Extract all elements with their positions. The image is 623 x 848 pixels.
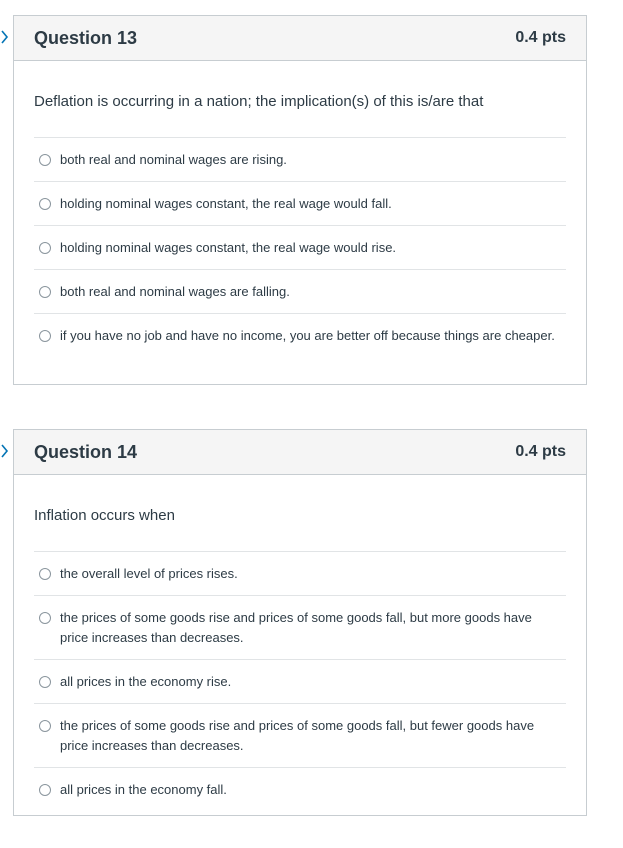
question-title: Question 14 [34,441,138,462]
question-title: Question 13 [34,27,138,48]
answer-list [34,552,566,811]
answer-option[interactable] [34,314,566,357]
answer-option[interactable] [34,270,566,314]
answer-label[interactable]: if you have no job and have no income, you are better off because things are cheaper. [60,328,555,343]
answer-label[interactable]: holding nominal wages constant, the real wage would rise. [60,240,397,255]
flag-question-icon[interactable] [1,444,9,458]
radio-button[interactable] [39,286,51,298]
question-header [14,16,586,61]
answer-option[interactable] [34,660,566,704]
answer-option[interactable] [34,138,566,182]
question-header [14,430,586,475]
radio-button[interactable] [39,784,51,796]
radio-button[interactable] [39,568,51,580]
answer-label[interactable]: both real and nominal wages are rising. [60,152,287,167]
radio-button[interactable] [39,198,51,210]
answer-label[interactable]: all prices in the economy rise. [60,674,232,689]
question-points: 0.4 pts [515,443,566,460]
answer-label[interactable]: all prices in the economy fall. [60,782,227,797]
answer-label[interactable]: holding nominal wages constant, the real wage would fall. [60,196,392,211]
answer-option[interactable] [34,182,566,226]
answer-option[interactable] [34,552,566,596]
answer-label[interactable]: the prices of some goods rise and prices of some goods fall, but more goods have price increases than decreases. [60,610,532,645]
answer-list [34,138,566,357]
answer-option[interactable] [34,768,566,811]
question-text: Inflation occurs when [34,475,566,552]
question-14 [13,429,587,816]
question-points: 0.4 pts [515,29,566,46]
question-13 [13,15,587,385]
radio-button[interactable] [39,612,51,624]
radio-button[interactable] [39,330,51,342]
flag-question-icon[interactable] [1,30,9,44]
radio-button[interactable] [39,720,51,732]
answer-label[interactable]: both real and nominal wages are falling. [60,284,290,299]
radio-button[interactable] [39,676,51,688]
answer-label[interactable]: the overall level of prices rises. [60,566,238,581]
answer-option[interactable] [34,226,566,270]
radio-button[interactable] [39,242,51,254]
answer-label[interactable]: the prices of some goods rise and prices of some goods fall, but fewer goods have price increases than decreases. [60,718,535,753]
radio-button[interactable] [39,154,51,166]
answer-option[interactable] [34,596,566,660]
question-text: Deflation is occurring in a nation; the implication(s) of this is/are that [34,61,566,138]
answer-option[interactable] [34,704,566,768]
